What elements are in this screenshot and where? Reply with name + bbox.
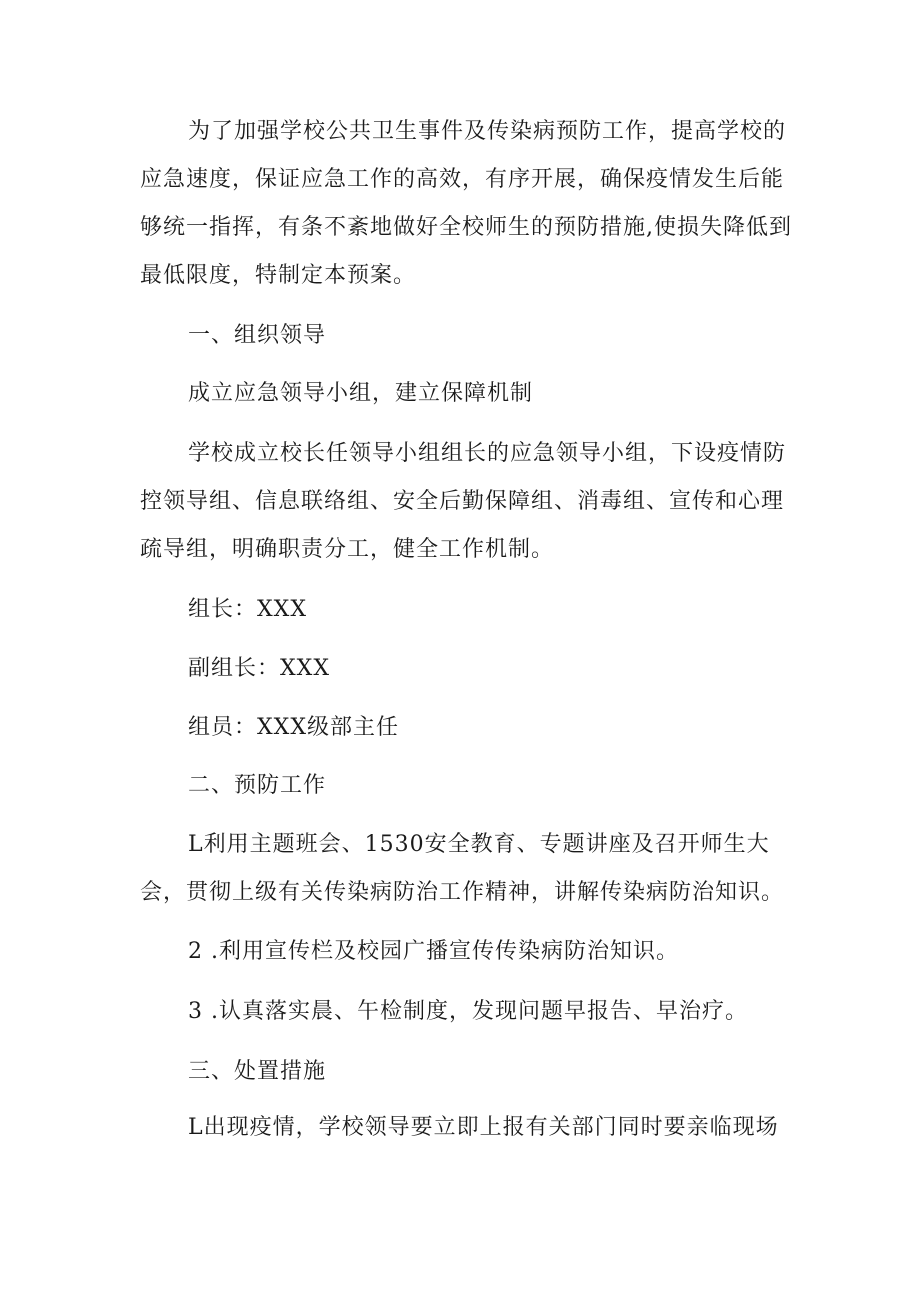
- members-line: 组员：XXX级部主任: [188, 715, 399, 740]
- section-heading-prevention: 二、预防工作: [188, 773, 327, 798]
- section-heading-organization: 一、组织领导: [188, 323, 327, 348]
- leadership-paragraph: 学校成立校长任领导小组组长的应急领导小组，下设疫情防控领导组、信息联络组、安全后勤保障组、消毒组、宣传和心理疏导组，明确职责分工，健全工作机制。: [140, 441, 787, 562]
- prevention-item-3: 3 .认真落实晨、午检制度，发现问题早报告、早治疗。: [188, 999, 748, 1024]
- section-heading-measures: 三、处置措施: [188, 1059, 327, 1084]
- subheading-leadership-group: 成立应急领导小组，建立保障机制: [188, 381, 534, 406]
- prevention-item-2: 2 .利用宣传栏及校园广播宣传传染病防治知识。: [188, 939, 679, 964]
- intro-paragraph: 为了加强学校公共卫生事件及传染病预防工作，提高学校的应急速度，保证应急工作的高效，有序开展，确保疫情发生后能够统一指挥，有条不紊地做好全校师生的预防措施,使损失降低到最低限度，特制定本预案。: [140, 119, 792, 288]
- deputy-leader-line: 副组长：XXX: [188, 656, 330, 681]
- prevention-item-1: L利用主题班会、1530安全教育、专题讲座及召开师生大会，贯彻上级有关传染病防治工作精神，讲解传染病防治知识。: [140, 832, 785, 905]
- measures-item-1: L出现疫情，学校领导要立即上报有关部门同时要亲临现场: [188, 1115, 779, 1140]
- leader-line: 组长：XXX: [188, 597, 307, 622]
